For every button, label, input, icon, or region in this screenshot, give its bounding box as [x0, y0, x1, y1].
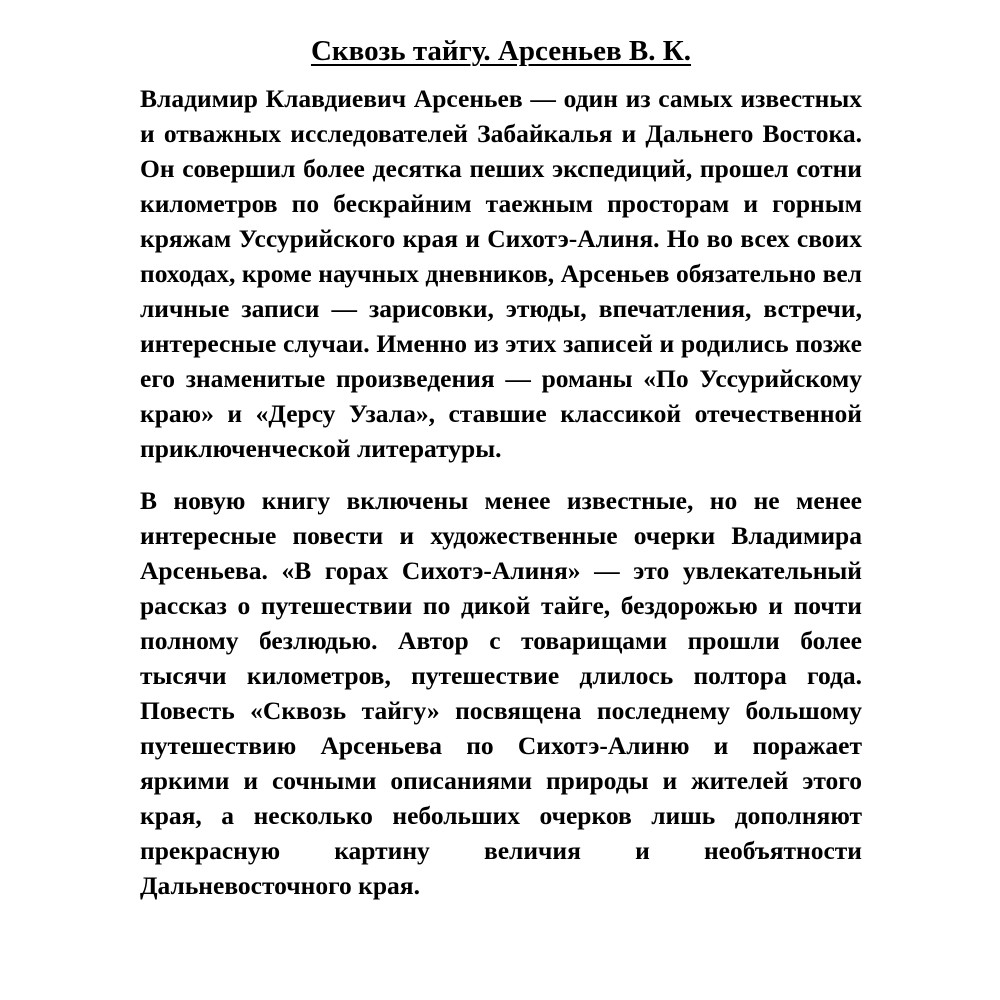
document-page	[140, 0, 862, 1000]
document-title: Сквозь тайгу. Арсеньев В. К.	[310, 35, 692, 67]
paragraph-book-contents: В новую книгу включены менее известные, но не менее интересные повести и художественные очерки Владимира Арсеньева. «В горах Сихотэ-Алиня» — это увлекательный рассказ о путешествии по дикой тайге, бездорожью и почти полному безлюдью. Автор с товарищами прошли более тысячи километров, путешествие длилось полтора года. Повесть «Сквозь тайгу» посвящена последнему большому путешествию Арсеньева по Сихотэ-Алиню и поражает яркими и сочными описаниями природы и жителей этого края, а несколько небольших очерков лишь дополняют прекрасную картину величия и необъятности Дальневосточного края.	[140, 486, 862, 900]
paragraph-intro: Владимир Клавдиевич Арсеньев — один из самых известных и отважных исследователей Забайкалья и Дальнего Востока. Он совершил более десятка пеших экспедиций, прошел сотни километров по бескрайним таежным просторам и горным кряжам Уссурийского края и Сихотэ-Алиня. Но во всех своих походах, кроме научных дневников, Арсеньев обязательно вел личные записи — зарисовки, этюды, впечатления, встречи, интересные случаи. Именно из этих записей и родились позже его знаменитые произведения — романы «По Уссурийскому краю» и «Дерсу Узала», ставшие классикой отечественной приключенческой литературы.	[140, 84, 862, 463]
